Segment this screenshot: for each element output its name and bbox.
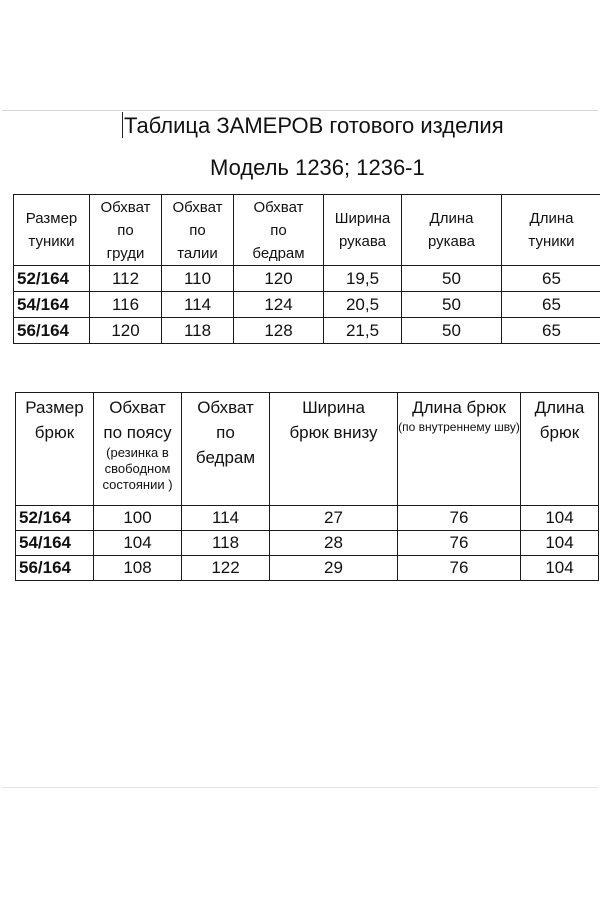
- table-cell: 116: [90, 292, 162, 318]
- table-cell: 20,5: [324, 292, 402, 318]
- header-chest: Обхват по груди: [90, 195, 162, 266]
- model-number: Модель 1236; 1236-1: [210, 155, 425, 180]
- header-sleeve-width: Ширина рукава: [324, 195, 402, 266]
- header-sleeve-length: Длина рукава: [402, 195, 502, 266]
- size-cell: 56/164: [14, 318, 90, 344]
- table-cell: 128: [234, 318, 324, 344]
- header-hips: Обхват по бедрам: [234, 195, 324, 266]
- tunic-measurements-table: [13, 194, 600, 344]
- header-size: Размер туники: [14, 195, 90, 266]
- header-waist: Обхват по талии: [162, 195, 234, 266]
- table-cell: 104: [521, 531, 599, 556]
- table-cell: 120: [234, 266, 324, 292]
- table-row: [16, 556, 599, 581]
- table-cell: 120: [90, 318, 162, 344]
- size-cell: 54/164: [16, 531, 94, 556]
- table-cell: 76: [398, 556, 521, 581]
- table-cell: 114: [182, 506, 270, 531]
- table-cell: 100: [94, 506, 182, 531]
- table-cell: 65: [502, 266, 600, 292]
- table-cell: 76: [398, 531, 521, 556]
- header-size: Размер брюк: [16, 393, 94, 506]
- trousers-measurements-table: [15, 392, 599, 581]
- table-cell: 114: [162, 292, 234, 318]
- header-waist: Обхват по поясу (резинка в свободном состоянии ): [94, 393, 182, 506]
- table-cell: 118: [162, 318, 234, 344]
- table-cell: 104: [521, 556, 599, 581]
- header-inseam-length: Длина брюк (по внутреннему шву): [398, 393, 521, 506]
- table-cell: 104: [94, 531, 182, 556]
- table-cell: 21,5: [324, 318, 402, 344]
- table-row: [14, 266, 600, 292]
- table-cell: 124: [234, 292, 324, 318]
- table-row: [14, 318, 600, 344]
- table-cell: 108: [94, 556, 182, 581]
- table-cell: 27: [270, 506, 398, 531]
- header-trousers-length: Длина брюк: [521, 393, 599, 506]
- table-cell: 19,5: [324, 266, 402, 292]
- table-cell: 118: [182, 531, 270, 556]
- table-row: [16, 531, 599, 556]
- header-bottom-width: Ширина брюк внизу: [270, 393, 398, 506]
- table-cell: 50: [402, 318, 502, 344]
- table-cell: 50: [402, 266, 502, 292]
- table-cell: 29: [270, 556, 398, 581]
- table-cell: 65: [502, 318, 600, 344]
- table-cell: 112: [90, 266, 162, 292]
- table-header-row: [14, 195, 600, 266]
- size-cell: 52/164: [14, 266, 90, 292]
- page-title: Таблица ЗАМЕРОВ готового изделия: [124, 113, 504, 138]
- inseam-note: (по внутреннему шву): [398, 420, 520, 434]
- table-header-row: [16, 393, 599, 506]
- table-cell: 76: [398, 506, 521, 531]
- table-cell: 65: [502, 292, 600, 318]
- size-cell: 56/164: [16, 556, 94, 581]
- table-cell: 110: [162, 266, 234, 292]
- size-cell: 52/164: [16, 506, 94, 531]
- table-cell: 122: [182, 556, 270, 581]
- table-row: [14, 292, 600, 318]
- size-cell: 54/164: [14, 292, 90, 318]
- table-cell: 28: [270, 531, 398, 556]
- waist-note: (резинка в свободном состоянии ): [102, 445, 173, 492]
- table-cell: 104: [521, 506, 599, 531]
- header-tunic-length: Длина туники: [502, 195, 600, 266]
- table-cell: 50: [402, 292, 502, 318]
- text-cursor: [122, 112, 123, 138]
- table-row: [16, 506, 599, 531]
- header-hips: Обхват по бедрам: [182, 393, 270, 506]
